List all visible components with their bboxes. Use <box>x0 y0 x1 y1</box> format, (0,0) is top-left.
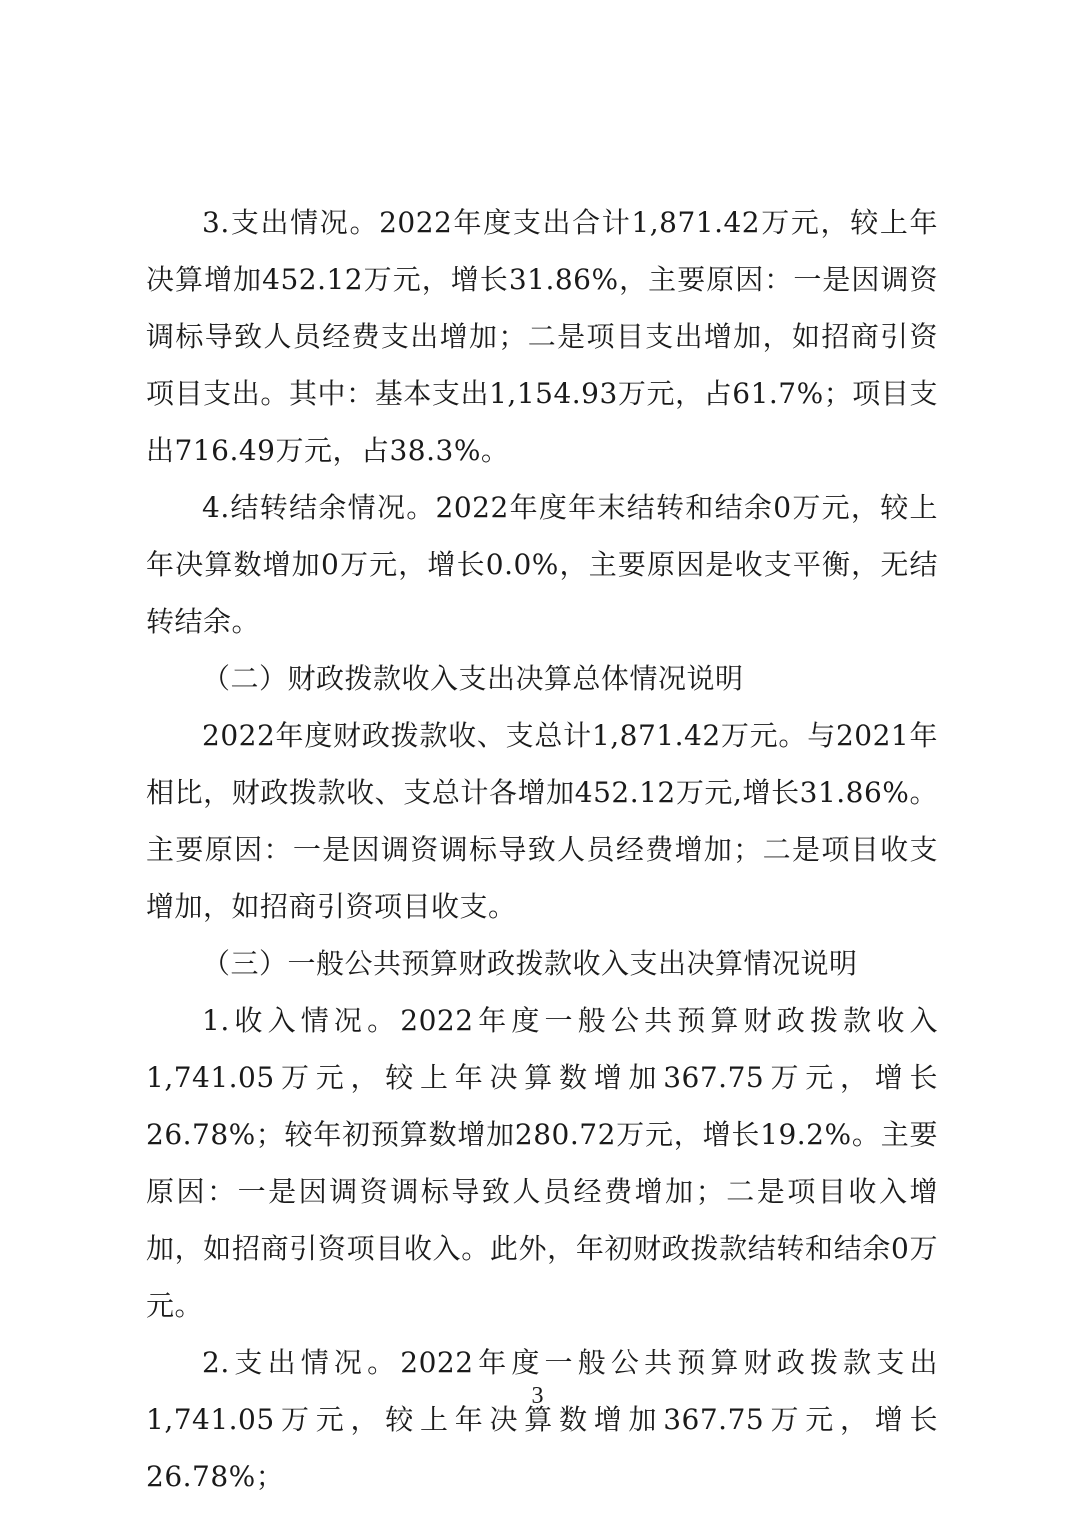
paragraph-carryover: 4.结转结余情况。2022年度年末结转和结余0万元，较上年决算数增加0万元，增长0.0%，主要原因是收支平衡，无结转结余。 <box>146 491 938 638</box>
paragraph-fiscal-overview: 2022年度财政拨款收、支总计1,871.42万元。与2021年相比，财政拨款收、支总计各增加452.12万元,增长31.86%。主要原因：一是因调资调标导致人员经费增加；二是项目收支增加，如招商引资项目收支。 <box>146 719 938 923</box>
body-text <box>146 194 938 1505</box>
paragraph-expenditure: 3.支出情况。2022年度支出合计1,871.42万元，较上年决算增加452.12万元，增长31.86%，主要原因：一是因调资调标导致人员经费支出增加；二是项目支出增加，如招商引资项目支出。其中：基本支出1,154.93万元，占61.7%；项目支出716.49万元，占38.3%。 <box>146 206 938 467</box>
section-heading-2: （二）财政拨款收入支出决算总体情况说明 <box>202 662 744 695</box>
section-heading-3: （三）一般公共预算财政拨款收入支出决算情况说明 <box>202 947 858 980</box>
paragraph-general-budget-expenditure: 2.支出情况。2022年度一般公共预算财政拨款支出1,741.05万元，较上年决算数增加367.75万元，增长26.78%； <box>146 1346 938 1493</box>
page-number: 3 <box>531 1383 544 1409</box>
paragraph-general-budget-income: 1.收入情况。2022年度一般公共预算财政拨款收入1,741.05万元，较上年决算数增加367.75万元，增长26.78%；较年初预算数增加280.72万元，增长19.2%。主要原因：一是因调资调标导致人员经费增加；二是项目收入增加，如招商引资项目收入。此外，年初财政拨款结转和结余0万元。 <box>146 1004 938 1322</box>
